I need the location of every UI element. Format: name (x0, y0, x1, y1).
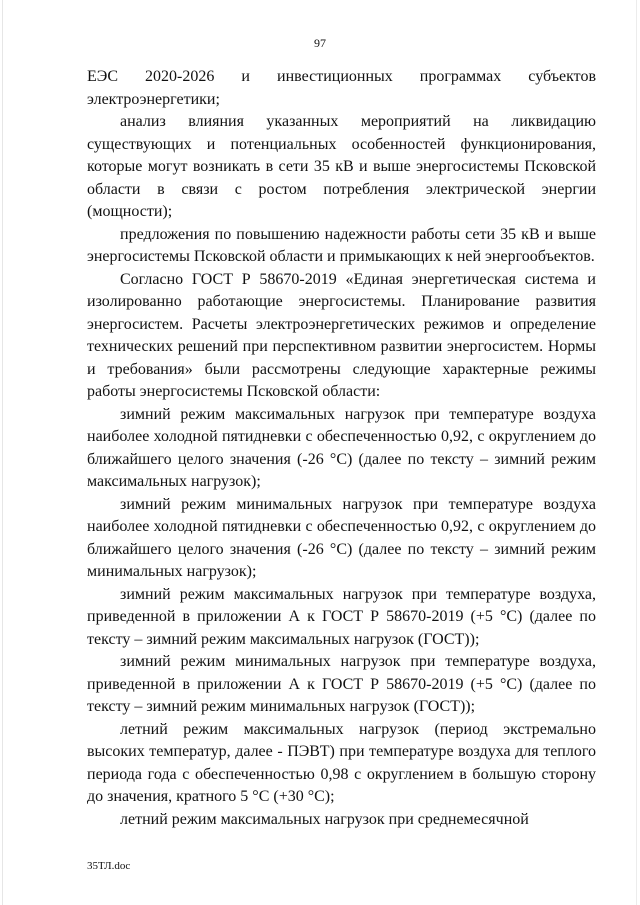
body-text (87, 66, 596, 831)
paragraph-continuation: ЕЭС 2020-2026 и инвестиционных программах субъектов электроэнергетики; (87, 68, 596, 108)
paragraph-proposals-item: предложения по повышению надежности работы сети 35 кВ и выше энергосистемы Псковской области и примыкающих к ней энергообъектов. (87, 225, 596, 265)
scan-edge-left (2, 0, 3, 905)
paragraph-gost-intro: Согласно ГОСТ Р 58670-2019 «Единая энергетическая система и изолированно работающие энергосистемы. Планирование развития энергосистем. Расчеты электроэнергетических режимов и определение технических решений при перспективном развитии энергосистем. Нормы и требования» были рассмотрены следующие характерные режимы работы энергосистемы Псковской области: (87, 270, 596, 400)
scan-edge-right (636, 0, 637, 905)
paragraph-mode-winter-min: зимний режим минимальных нагрузок при температуре воздуха наиболее холодной пятидневки с обеспеченностью 0,92, с округлением до ближайшего целого значения (-26 °С) (далее по тексту – зимний режим минимальных нагрузок); (87, 495, 596, 580)
paragraph-mode-winter-min-gost: зимний режим минимальных нагрузок при температуре воздуха, приведенной в приложении А к ГОСТ Р 58670-2019 (+5 °С) (далее по тексту – зимний режим минимальных нагрузок (ГОСТ)); (87, 653, 596, 715)
page-number: 97 (314, 36, 326, 50)
paragraph-mode-summer-max-pevt: летний режим максимальных нагрузок (период экстремально высоких температур, далее - ПЭВТ) при температуре воздуха для теплого периода года с обеспеченностью 0,98 с округлением в большую сторону до значения, кратного 5 °С (+30 °С); (87, 720, 596, 805)
footer-filename: 35ТЛ.doc (87, 860, 131, 872)
paragraph-analysis-item: анализ влияния указанных мероприятий на ликвидацию существующих и потенциальных особенностей функционирования, которые могут возникать в сети 35 кВ и выше энергосистемы Псковской области в связи с ростом потребления электрической энергии (мощности); (87, 113, 596, 220)
paragraph-mode-summer-max-monthly: летний режим максимальных нагрузок при среднемесячной (120, 810, 529, 828)
paragraph-mode-winter-max: зимний режим максимальных нагрузок при температуре воздуха наиболее холодной пятидневки с обеспеченностью 0,92, с округлением до ближайшего целого значения (-26 °С) (далее по тексту – зимний режим максимальных нагрузок); (87, 405, 596, 490)
paragraph-mode-winter-max-gost: зимний режим максимальных нагрузок при температуре воздуха, приведенной в приложении А к ГОСТ Р 58670-2019 (+5 °С) (далее по тексту – зимний режим максимальных нагрузок (ГОСТ)); (87, 585, 596, 648)
